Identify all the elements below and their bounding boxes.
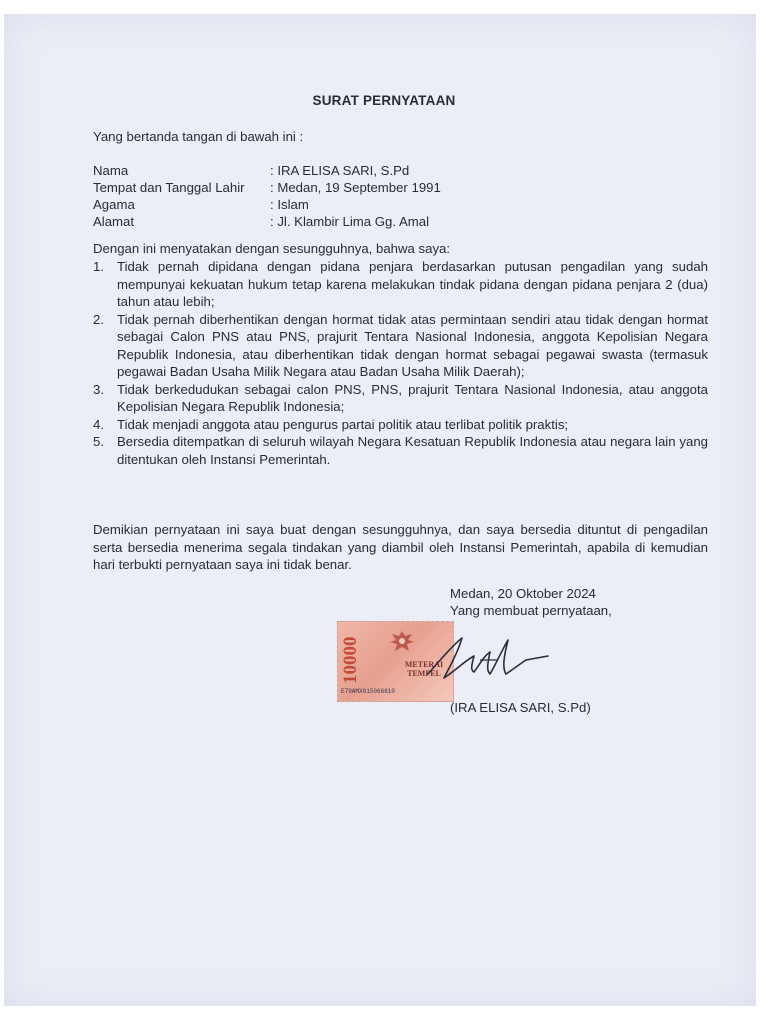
stamp-serial: E79AMX015066610 bbox=[341, 688, 396, 695]
statement-number: 4. bbox=[93, 416, 104, 432]
identity-label: Tempat dan Tanggal Lahir bbox=[93, 180, 245, 195]
statement-text: Tidak menjadi anggota atau pengurus partai politik atau terlibat politik praktis; bbox=[117, 416, 569, 432]
statement-text: Bersedia ditempatkan di seluruh wilayah Negara Kesatuan Republik Indonesia atau negara lain yang ditentukan oleh Instansi Pemerintah. bbox=[117, 434, 708, 467]
stamp-value: 10000 bbox=[340, 636, 361, 684]
statement-number: 3. bbox=[93, 381, 104, 397]
handwritten-signature bbox=[420, 630, 555, 685]
identity-label: Agama bbox=[93, 197, 135, 212]
statement-text: Tidak pernah dipidana dengan pidana penjara berdasarkan putusan pengadilan yang sudah mempunyai kekuatan hukum tetap karena melakukan tindak pidana dengan pidana penjara 2 (dua) tahun atau lebih; bbox=[117, 259, 708, 309]
identity-value: : Medan, 19 September 1991 bbox=[270, 180, 441, 195]
statement-item bbox=[93, 416, 708, 434]
statement-number: 2. bbox=[93, 311, 104, 327]
statement-number: 1. bbox=[93, 259, 104, 274]
identity-label: Nama bbox=[93, 163, 129, 178]
statement-item bbox=[93, 311, 708, 381]
statement-item bbox=[93, 258, 708, 311]
statement-item bbox=[93, 433, 708, 468]
stamp-words: METERAI TEMPEL bbox=[404, 660, 444, 678]
statement-list bbox=[93, 258, 708, 468]
identity-row-name bbox=[93, 162, 441, 179]
identity-value: : IRA ELISA SARI, S.Pd bbox=[270, 163, 410, 178]
identity-row-birth bbox=[93, 179, 441, 196]
identity-label: Alamat bbox=[93, 214, 135, 229]
garuda-emblem-icon bbox=[388, 628, 416, 656]
identity-row-religion bbox=[93, 196, 441, 213]
statement-item bbox=[93, 381, 708, 416]
statement-text: Tidak pernah diberhentikan dengan hormat tidak atas permintaan sendiri atau tidak dengan hormat sebagai Calon PNS atau PNS, prajurit Tentara Nasional Indonesia, anggota Kepolisian Negara Republik Indonesia, atau diberhentikan tidak dengan hormat sebagai pegawai swasta (termasuk pegawai Badan Usaha Milik Negara atau Badan Usaha Milik Daerah); bbox=[117, 311, 708, 379]
statement-number: 5. bbox=[93, 434, 104, 449]
opening-line: Yang bertanda tangan di bawah ini : bbox=[93, 129, 304, 144]
identity-value: : Islam bbox=[270, 197, 309, 212]
statement-intro: Dengan ini menyatakan dengan sesungguhnya, bahwa saya: bbox=[93, 241, 451, 256]
identity-row-address bbox=[93, 213, 441, 230]
closing-paragraph: Demikian pernyataan ini saya buat dengan sesungguhnya, dan saya bersedia dituntut di pengadilan serta bersedia menerima segala tindakan yang diambil oleh Instansi Pemerintah, apabila di kemudian hari terbukti pernyataan saya ini tidak benar. bbox=[93, 522, 708, 572]
signer-name: (IRA ELISA SARI, S.Pd) bbox=[450, 700, 591, 715]
identity-value: : Jl. Klambir Lima Gg. Amal bbox=[270, 214, 430, 229]
place-date: Medan, 20 Oktober 2024 bbox=[450, 586, 596, 601]
document-title: SURAT PERNYATAAN bbox=[312, 93, 456, 108]
statement-text: Tidak berkedudukan sebagai calon PNS, PNS, prajurit Tentara Nasional Indonesia, atau anggota Kepolisian Negara Republik Indonesia; bbox=[117, 381, 708, 414]
signature-caption: Yang membuat pernyataan, bbox=[450, 603, 612, 618]
identity-table bbox=[93, 162, 441, 230]
